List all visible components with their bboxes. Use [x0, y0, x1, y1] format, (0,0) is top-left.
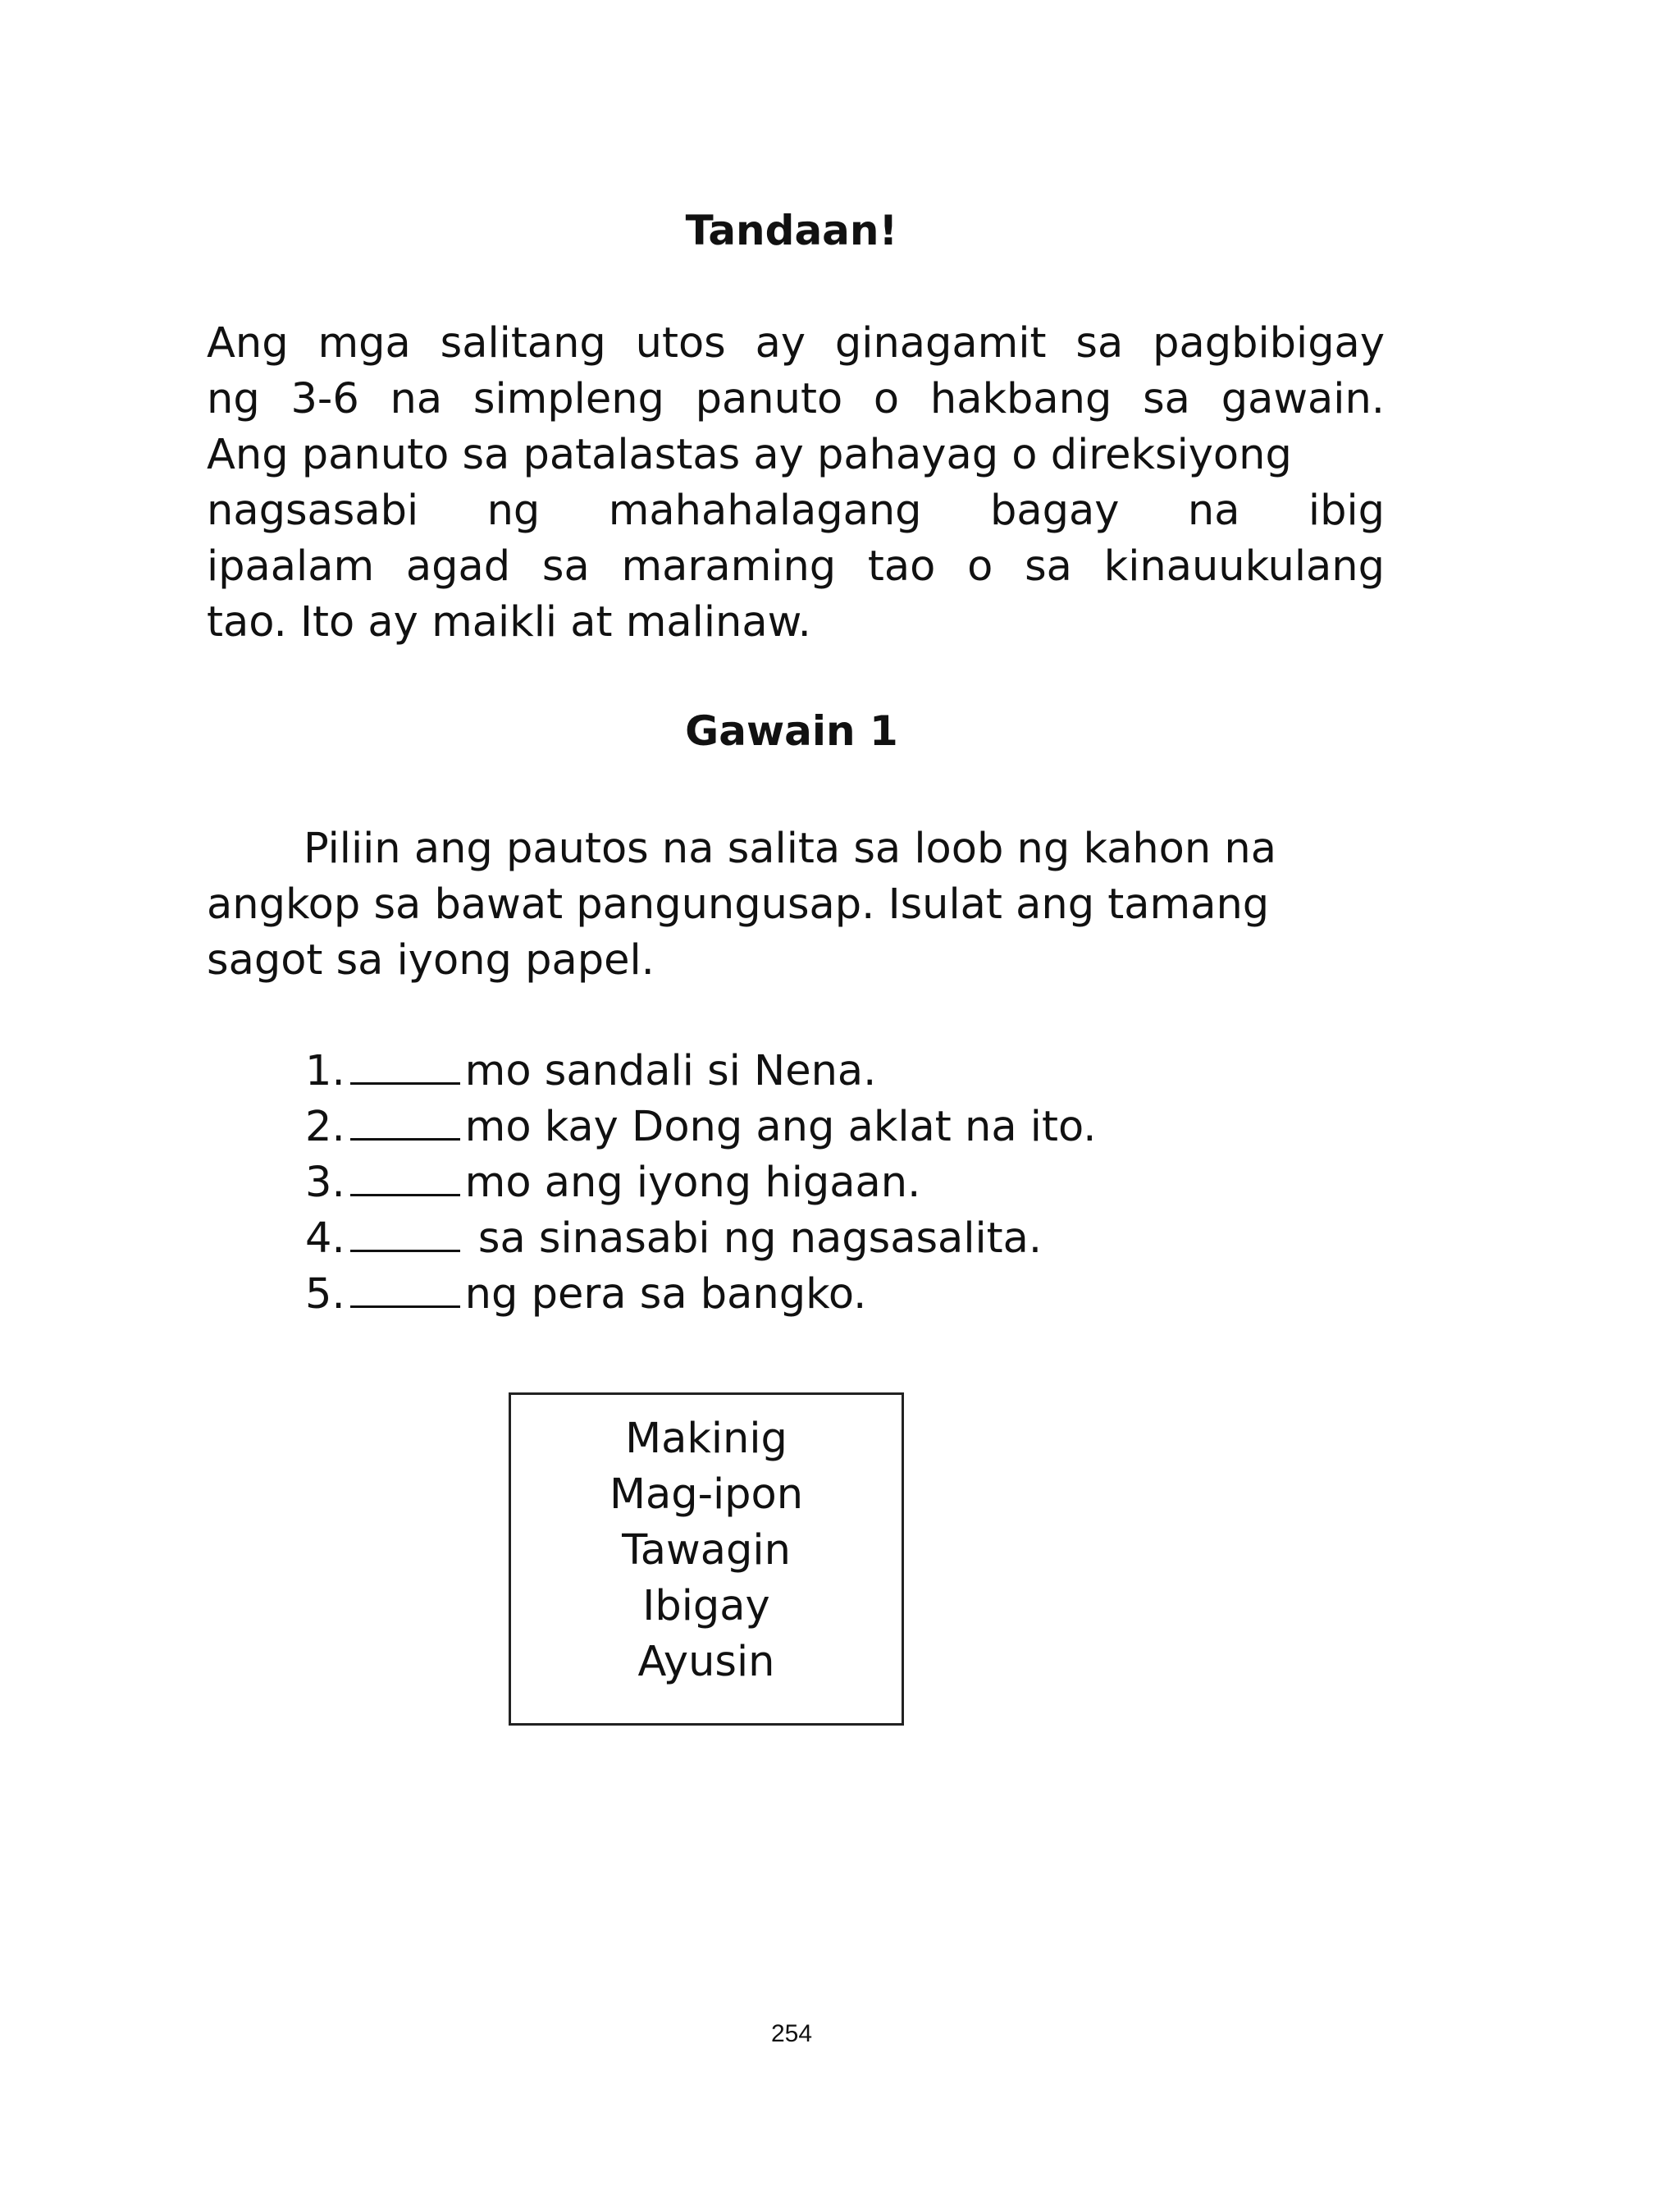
item-text: mo sandali si Nena.	[464, 1047, 877, 1095]
tandaan-line: Ang mga salitang utos ay ginagamit sa pagbibigay	[207, 319, 1385, 368]
exercise-item	[305, 1155, 1096, 1211]
item-number: 5.	[305, 1270, 345, 1319]
item-number: 2.	[305, 1103, 345, 1151]
item-text: sa sinasabi ng nagsasalita.	[464, 1214, 1043, 1263]
gawain-heading: Gawain 1	[685, 707, 898, 755]
answer-blank	[350, 1214, 460, 1252]
item-number: 3.	[305, 1159, 345, 1207]
tandaan-heading: Tandaan!	[685, 207, 898, 254]
gawain-instructions	[207, 821, 1385, 989]
item-text: mo ang iyong higaan.	[464, 1159, 921, 1207]
word-choice-box	[509, 1392, 904, 1726]
word-choice: Ayusin	[637, 1638, 775, 1686]
page-number: 254	[770, 2020, 813, 2047]
item-number: 1.	[305, 1047, 345, 1095]
answer-blank	[350, 1046, 460, 1085]
tandaan-line: ipaalam agad sa maraming tao o sa kinauukulang	[207, 542, 1385, 591]
answer-blank	[350, 1102, 460, 1141]
instruction-line: Piliin ang pautos na salita sa loob ng kahon na	[304, 825, 1276, 873]
word-choice: Tawagin	[622, 1526, 791, 1575]
word-choice: Ibigay	[642, 1582, 770, 1630]
item-number: 4.	[305, 1214, 345, 1263]
exercise-item	[305, 1267, 1096, 1323]
tandaan-line: Ang panuto sa patalastas ay pahayag o direksiyong	[207, 431, 1292, 479]
instruction-line: angkop sa bawat pangungusap. Isulat ang tamang	[207, 880, 1270, 929]
exercise-item	[305, 1100, 1096, 1155]
word-choice: Mag-ipon	[609, 1470, 804, 1519]
exercise-item	[305, 1044, 1096, 1100]
answer-blank	[350, 1269, 460, 1308]
exercise-item	[305, 1211, 1096, 1267]
instruction-line: sagot sa iyong papel.	[207, 936, 655, 985]
tandaan-line: nagsasabi ng mahahalagang bagay na ibig	[207, 487, 1385, 535]
answer-blank	[350, 1158, 460, 1196]
tandaan-paragraph	[207, 316, 1385, 651]
tandaan-line: ng 3-6 na simpleng panuto o hakbang sa gawain.	[207, 375, 1385, 423]
tandaan-line: tao. Ito ay maikli at malinaw.	[207, 598, 811, 647]
word-choice: Makinig	[625, 1415, 788, 1463]
item-text: mo kay Dong ang aklat na ito.	[464, 1103, 1097, 1151]
exercise-list	[305, 1044, 1096, 1323]
item-text: ng pera sa bangko.	[464, 1270, 867, 1319]
